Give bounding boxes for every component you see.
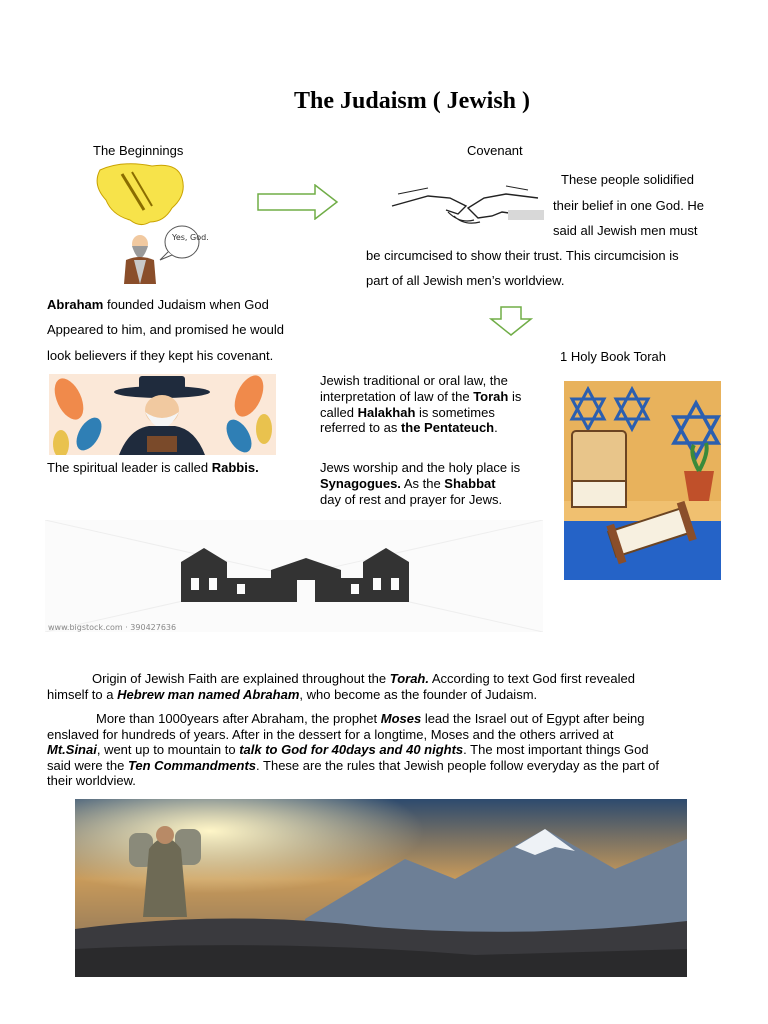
watermark-text: www.bigstock.com · 390427636 bbox=[48, 623, 177, 632]
moses-mountain-illustration bbox=[75, 799, 687, 977]
synagogue-illustration bbox=[45, 520, 543, 632]
rabbis-text: The spiritual leader is called Rabbis. bbox=[47, 460, 259, 475]
holy-book-label: 1 Holy Book Torah bbox=[560, 349, 666, 364]
law-line-2: interpretation of law of the Torah is bbox=[320, 389, 522, 404]
covenant-line-2: their belief in one God. He bbox=[553, 198, 705, 213]
right-arrow-icon bbox=[257, 184, 339, 220]
abraham-line-2: Appeared to him, and promised he would bbox=[47, 322, 285, 337]
handshake-illustration bbox=[388, 168, 548, 244]
abraham-illustration bbox=[92, 160, 222, 288]
law-line-3: called Halakhah is sometimes bbox=[320, 405, 495, 420]
abraham-line-1: Abraham founded Judaism when God bbox=[47, 297, 269, 312]
covenant-line-5: part of all Jewish men’s worldview. bbox=[366, 273, 565, 288]
page-title: The Judaism ( Jewish ) bbox=[293, 88, 531, 114]
covenant-line-1: These people solidified bbox=[561, 172, 694, 187]
covenant-line-4: be circumcised to show their trust. This circumcision is bbox=[366, 248, 679, 263]
synagogue-line-1: Jews worship and the holy place is bbox=[320, 460, 521, 475]
down-arrow-icon bbox=[489, 306, 533, 336]
moses-paragraph: More than 1000years after Abraham, the prophet Moses lead the Israel out of Egypt after being enslaved for hundreds of years. After in the dessert for a longtime, Moses and the others arrived at Mt.Sinai, went up to mountain to talk to God for 40days and 40 nights. The most important things God said were the Ten Commandments. These are the rules that Jewish people follow everyday as the part of their worldview. bbox=[47, 711, 660, 788]
speech-bubble-text: Yes, God. bbox=[172, 233, 209, 242]
torah-illustration bbox=[564, 381, 721, 580]
abraham-line-3: look believers if they kept his covenant. bbox=[47, 348, 274, 363]
covenant-label: Covenant bbox=[467, 143, 523, 158]
origin-paragraph: Origin of Jewish Faith are explained throughout the Torah. According to text God first revealed himself to a Hebrew man named Abraham, who become as the founder of Judaism. bbox=[47, 671, 635, 702]
rabbi-illustration bbox=[49, 374, 276, 455]
synagogue-line-3: day of rest and prayer for Jews. bbox=[320, 492, 503, 507]
law-line-4: referred to as the Pentateuch. bbox=[320, 420, 498, 435]
covenant-line-3: said all Jewish men must bbox=[553, 223, 698, 238]
law-line-1: Jewish traditional or oral law, the bbox=[320, 373, 508, 388]
beginnings-label: The Beginnings bbox=[93, 143, 184, 158]
synagogue-line-2: Synagogues. As the Shabbat bbox=[320, 476, 496, 491]
